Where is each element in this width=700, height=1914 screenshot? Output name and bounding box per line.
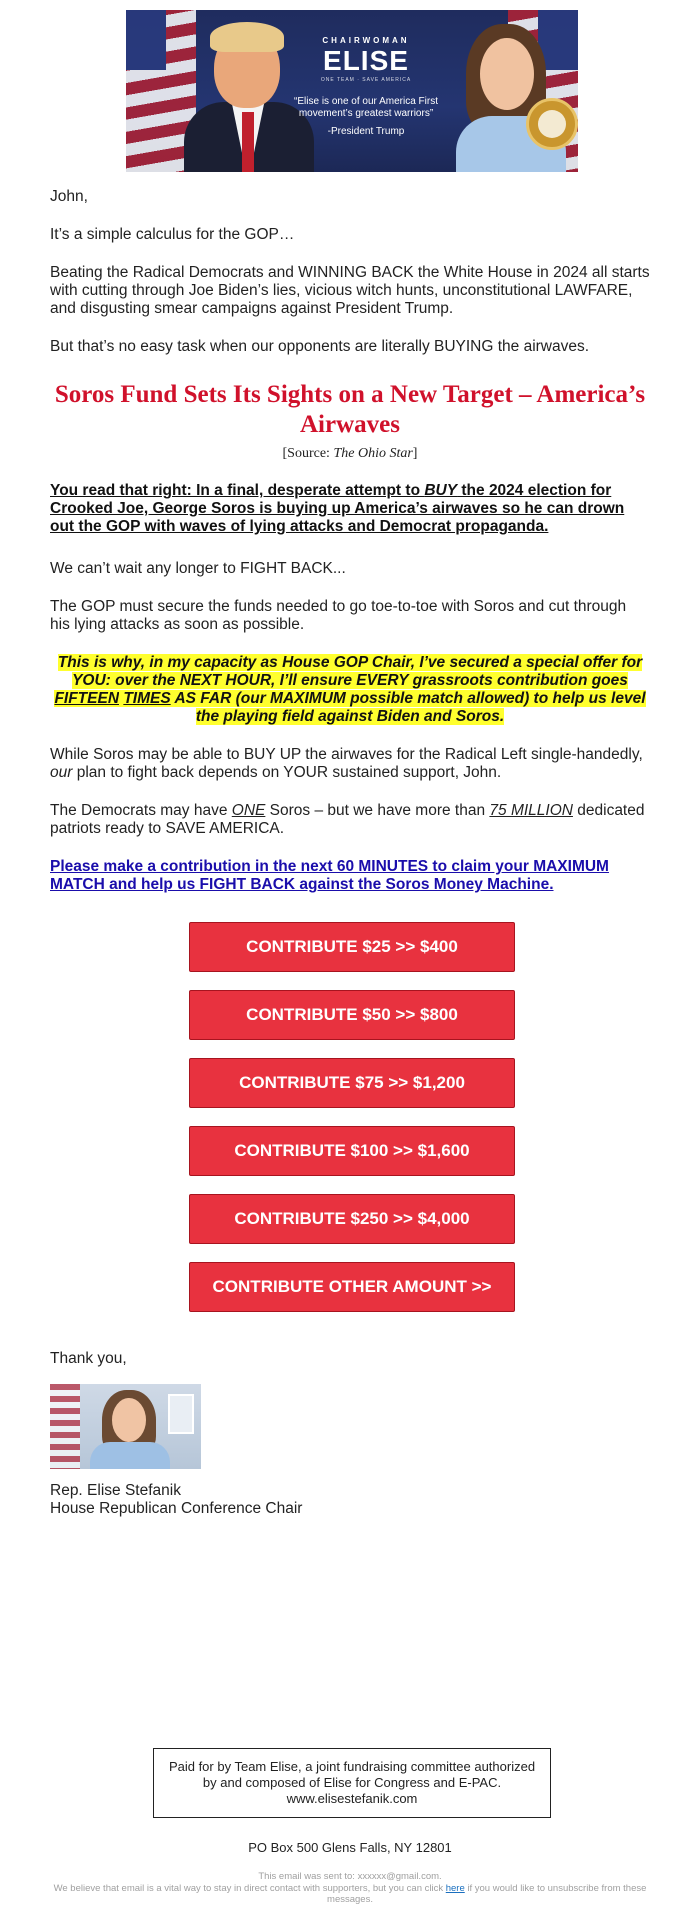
soros-text-buy: BUY — [424, 482, 458, 499]
paragraph-fight-back: We can’t wait any longer to FIGHT BACK... — [50, 560, 346, 577]
contribute-cta-link[interactable]: Please make a contribution in the next 60 MINUTES to claim your MAXIMUM MATCH and help us FIGHT BACK against the Soros Money Machine. — [50, 858, 609, 893]
p6-text-b: plan to fight back depends on YOUR sustained support, John. — [72, 764, 502, 781]
offer-text-times: TIMES — [123, 690, 171, 707]
p6-text-our: our — [50, 764, 73, 781]
article-source — [50, 446, 650, 462]
paragraph-beating-democrats: Beating the Radical Democrats and WINNING BACK the White House in 2024 all starts with cutting through Joe Biden’s lies, vicious witch hunts, unconstitutional LAWFARE, and disgusting smear campaigns against President Trump. — [50, 264, 650, 317]
banner-quote-attribution: -President Trump — [327, 126, 405, 137]
signoff-name: Rep. Elise Stefanik — [50, 1482, 181, 1499]
sent-to-notice: This email was sent to: xxxxxx@gmail.com. — [258, 1871, 442, 1882]
paragraph-secure-funds: The GOP must secure the funds needed to go toe-to-toe with Soros and cut through his lying attacks as soon as possible. — [50, 598, 627, 633]
source-suffix: ] — [412, 446, 418, 461]
offer-text-b: AS FAR (our MAXIMUM possible match allowed) to help us level the playing field against Biden and Soros. — [170, 690, 646, 725]
mailing-address: PO Box 500 Glens Falls, NY 12801 — [248, 1840, 452, 1855]
contribute-other-amount-button[interactable]: CONTRIBUTE OTHER AMOUNT >> — [189, 1262, 515, 1312]
soros-text-a: You read that right: In a final, desperate attempt to — [50, 482, 425, 499]
article-headline: Soros Fund Sets Its Sights on a New Target – America’s Airwaves — [54, 381, 646, 438]
banner-quote — [281, 96, 451, 138]
source-prefix: [Source: — [282, 446, 334, 461]
banner-logo — [286, 36, 446, 83]
source-name: The Ohio Star — [333, 446, 413, 461]
team-trump-seal-icon — [526, 98, 578, 150]
p7-text-b: Soros – but we have more than — [265, 802, 490, 819]
header-banner-image — [126, 10, 578, 172]
p7-text-a: The Democrats may have — [50, 802, 232, 819]
p7-text-one: ONE — [231, 802, 266, 819]
offer-text-fifteen: FIFTEEN — [54, 690, 120, 707]
unsubscribe-text-a: We believe that email is a vital way to stay in direct contact with supporters, but you can click — [53, 1883, 446, 1894]
offer-text-a: This is why, in my capacity as House GOP Chair, I’ve secured a special offer for YOU: over the NEXT HOUR, I’ll ensure EVERY grassroots contribution goes — [57, 654, 643, 689]
contribute-50-button[interactable]: CONTRIBUTE $50 >> $800 — [189, 990, 515, 1040]
paragraph-soros-buying — [50, 482, 650, 536]
banner-quote-text: “Elise is one of our America First movement’s greatest warriors” — [294, 96, 438, 119]
paragraph-soros-single-handedly — [50, 746, 650, 782]
soros-text-b: the 2024 election for Crooked Joe, George Soros is buying up America’s airwaves so he can drown out the GOP with waves of lying attacks and Democrat propaganda. — [50, 482, 625, 535]
contribute-75-button[interactable]: CONTRIBUTE $75 >> $1,200 — [189, 1058, 515, 1108]
unsubscribe-text-b: if you would like to unsubscribe from these messages. — [327, 1883, 647, 1905]
elise-signature-photo — [50, 1384, 201, 1469]
contribute-100-button[interactable]: CONTRIBUTE $100 >> $1,600 — [189, 1126, 515, 1176]
paragraph-75-million — [50, 802, 650, 838]
p6-text-a: While Soros may be able to BUY UP the airwaves for the Radical Left single-handedly, — [50, 746, 643, 763]
unsubscribe-notice — [40, 1883, 660, 1905]
p7-text-75-million: 75 MILLION — [489, 802, 573, 819]
paragraph-airwaves: But that’s no easy task when our opponents are literally BUYING the airwaves. — [50, 338, 590, 355]
contribute-25-button[interactable]: CONTRIBUTE $25 >> $400 — [189, 922, 515, 972]
contribute-250-button[interactable]: CONTRIBUTE $250 >> $4,000 — [189, 1194, 515, 1244]
banner-title-small: CHAIRWOMAN — [322, 36, 410, 45]
signoff-thanks: Thank you, — [50, 1350, 127, 1367]
signoff-title: House Republican Conference Chair — [50, 1500, 303, 1517]
banner-subtitle: ONE TEAM · SAVE AMERICA — [320, 77, 412, 83]
paragraph-calculus: It’s a simple calculus for the GOP… — [50, 226, 295, 243]
banner-title-big: ELISE — [323, 45, 409, 76]
greeting: John, — [50, 188, 88, 205]
highlighted-offer — [50, 654, 650, 726]
p7-text-c: dedicated patriots ready to SAVE AMERICA. — [50, 802, 645, 837]
paid-for-disclaimer: Paid for by Team Elise, a joint fundraising committee authorized by and composed of Elise for Congress and E-PAC. www.elisestefanik.com — [153, 1748, 551, 1818]
unsubscribe-link[interactable]: here — [445, 1883, 465, 1894]
